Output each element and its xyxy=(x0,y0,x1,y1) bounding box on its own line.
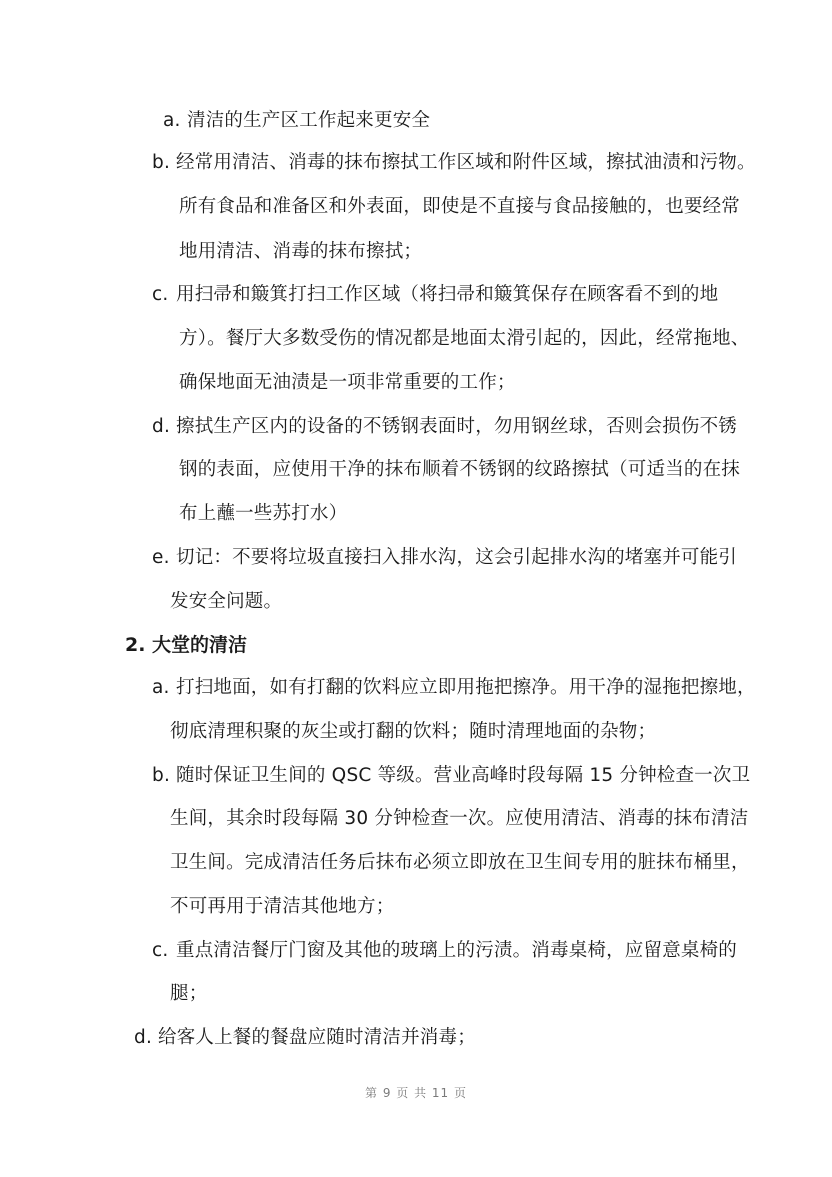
list-marker: e. xyxy=(152,547,170,568)
list-item-text: 经常用清洁、消毒的抹布擦拭工作区域和附件区域，擦拭油渍和污物。 xyxy=(176,152,756,173)
list-item-b xyxy=(152,141,756,185)
list-item-text: 清洁的生产区工作起来更安全 xyxy=(187,110,431,131)
list-item-text: 给客人上餐的餐盘应随时清洁并消毒； xyxy=(158,1027,476,1048)
list-item-d xyxy=(134,1016,476,1060)
list-item-text: 打扫地面，如有打翻的饮料应立即用拖把擦净。用干净的湿拖把擦地， xyxy=(176,677,756,698)
list-item-text: 切记：不要将垃圾直接扫入排水沟，这会引起排水沟的堵塞并可能引 xyxy=(176,547,738,568)
list-item-a xyxy=(152,666,756,710)
list-item-e xyxy=(152,536,737,580)
list-marker: c. xyxy=(152,284,169,305)
list-marker: a. xyxy=(163,110,181,131)
list-item-continuation: 方）。餐厅大多数受伤的情况都是地面太滑引起的，因此，经常拖地、 xyxy=(179,328,750,349)
list-item-b xyxy=(152,754,750,798)
list-item-continuation: 发安全问题。 xyxy=(170,591,283,612)
list-marker: a. xyxy=(152,677,170,698)
list-item-continuation: 钢的表面，应使用干净的抹布顺着不锈钢的纹路擦拭（可适当的在抹 xyxy=(179,459,741,480)
list-item-continuation: 生间，其余时段每隔 30 分钟检查一次。应使用清洁、消毒的抹布清洁 xyxy=(170,808,749,829)
list-item-c xyxy=(152,273,718,317)
list-item-c xyxy=(152,929,737,973)
list-marker: b. xyxy=(152,765,171,786)
list-item-continuation: 不可再用于清洁其他地方； xyxy=(170,896,395,917)
list-item-text: 用扫帚和簸箕打扫工作区域（将扫帚和簸箕保存在顾客看不到的地 xyxy=(176,284,719,305)
list-item-a xyxy=(163,99,430,143)
list-item-continuation: 卫生间。完成清洁任务后抹布必须立即放在卫生间专用的脏抹布桶里， xyxy=(170,852,750,873)
list-marker: b. xyxy=(152,152,171,173)
list-item-continuation: 彻底清理积聚的灰尘或打翻的饮料；随时清理地面的杂物； xyxy=(170,721,657,742)
list-item-text: 擦拭生产区内的设备的不锈钢表面时，勿用钢丝球，否则会损伤不锈 xyxy=(176,416,738,437)
list-item-d xyxy=(152,405,737,449)
list-item-text: 重点清洁餐厅门窗及其他的玻璃上的污渍。消毒桌椅，应留意桌椅的 xyxy=(176,940,738,961)
list-marker: c. xyxy=(152,940,169,961)
list-marker: d. xyxy=(134,1027,153,1048)
page-number-footer: 第 9 页 共 11 页 xyxy=(365,1086,467,1100)
list-item-continuation: 确保地面无油渍是一项非常重要的工作； xyxy=(179,372,516,393)
list-marker: d. xyxy=(152,416,171,437)
list-item-continuation: 布上蘸一些苏打水） xyxy=(179,503,348,524)
list-item-continuation: 腿； xyxy=(170,983,208,1004)
section-heading: 2. 大堂的清洁 xyxy=(125,634,248,656)
list-item-continuation: 所有食品和准备区和外表面，即使是不直接与食品接触的，也要经常 xyxy=(179,196,741,217)
list-item-continuation: 地用清洁、消毒的抹布擦拭； xyxy=(179,241,423,262)
list-item-text: 随时保证卫生间的 QSC 等级。营业高峰时段每隔 15 分钟检查一次卫 xyxy=(176,765,751,786)
